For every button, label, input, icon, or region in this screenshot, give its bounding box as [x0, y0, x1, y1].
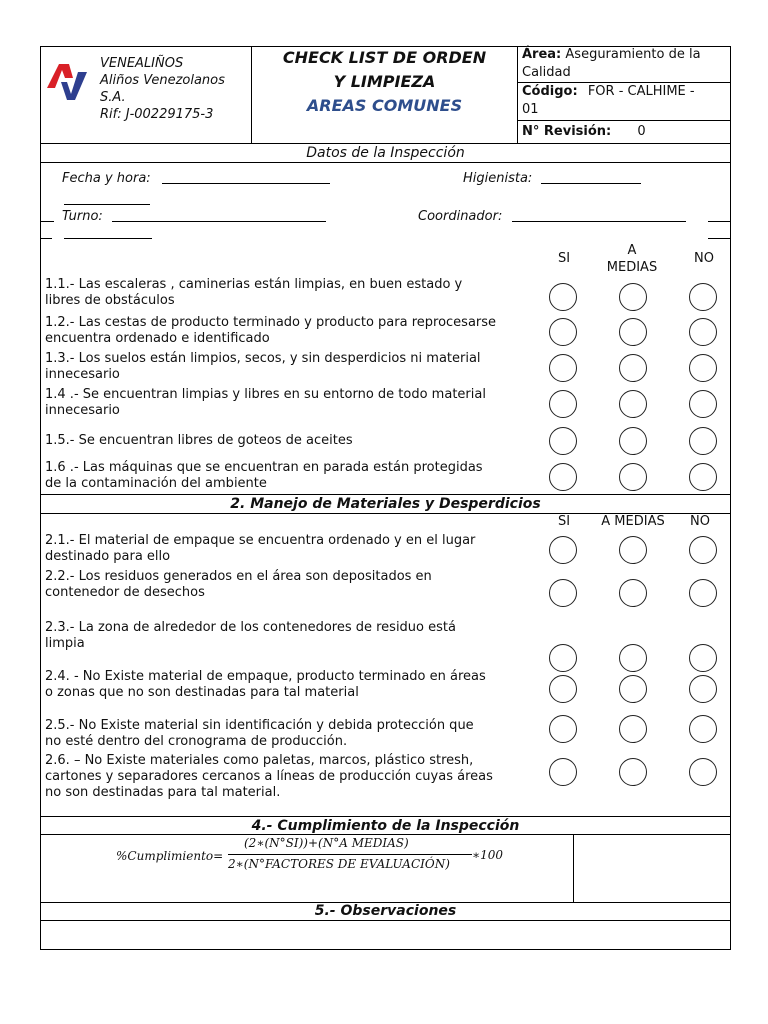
form-subtitle: AREAS COMUNES [306, 96, 463, 115]
answer-medias-circle[interactable] [619, 354, 647, 382]
checklist-question [45, 460, 530, 492]
col-medias-header-1: A [627, 243, 637, 258]
datos-title: Datos de la Inspección [306, 145, 465, 161]
answer-no-circle[interactable] [689, 390, 717, 418]
question-line: cartones y separadores cercanos a líneas de producción cuyas áreas [45, 769, 493, 784]
turno-label: Turno: [62, 209, 103, 224]
area-label: Área: [522, 47, 562, 62]
checklist-question [45, 669, 530, 701]
company-name: VENEALIÑOS [100, 56, 184, 71]
coordinador-label: Coordinador: [418, 209, 503, 224]
area-row [522, 47, 701, 63]
fecha-input-line-2[interactable] [64, 204, 150, 205]
question-line: destinado para ello [45, 549, 171, 564]
company-rif: Rif: J-00229175-3 [100, 107, 214, 122]
codigo-value: FOR - CALHIME - [587, 84, 695, 99]
answer-no-circle[interactable] [689, 318, 717, 346]
question-line: libres de obstáculos [45, 293, 175, 308]
question-line: 1.2.- Las cestas de producto terminado y producto para reprocesarse [45, 315, 497, 330]
answer-no-circle[interactable] [689, 536, 717, 564]
compliance-result-field[interactable] [574, 835, 730, 901]
coordinador-input-line[interactable] [512, 221, 686, 222]
question-line: 2.2.- Los residuos generados en el área son depositados en [45, 569, 432, 584]
answer-medias-circle[interactable] [619, 536, 647, 564]
observaciones-field[interactable] [41, 921, 730, 949]
question-line: 1.4 .- Se encuentran limpias y libres en su entorno de todo material [45, 387, 486, 402]
side-mark-left [40, 238, 52, 239]
answer-si-circle[interactable] [549, 318, 577, 346]
answer-si-circle[interactable] [549, 715, 577, 743]
section4-top-line [40, 816, 731, 817]
question-line: innecesario [45, 367, 120, 382]
answer-medias-circle[interactable] [619, 675, 647, 703]
company-logo [45, 58, 91, 104]
answer-medias-circle[interactable] [619, 390, 647, 418]
question-line: o zonas que no son destinadas para tal material [45, 685, 359, 700]
question-line: 2.4. - No Existe material de empaque, producto terminado en áreas [45, 669, 486, 684]
answer-medias-circle[interactable] [619, 758, 647, 786]
codigo-label: Código: [522, 84, 578, 99]
question-line: de la contaminación del ambiente [45, 476, 267, 491]
checklist-question [45, 533, 530, 565]
question-line: 2.5.- No Existe material sin identificación y debida protección que [45, 718, 474, 733]
col-si-header: SI [557, 251, 571, 266]
checklist-question [45, 569, 530, 601]
question-line: contenedor de desechos [45, 585, 205, 600]
question-line: 1.6 .- Las máquinas que se encuentran en parada están protegidas [45, 460, 483, 475]
formula-multiplier: ∗100 [472, 848, 504, 862]
answer-si-circle[interactable] [549, 390, 577, 418]
section2-title: 2. Manejo de Materiales y Desperdicios [230, 496, 541, 512]
section5-title: 5.- Observaciones [314, 903, 457, 919]
header-row-line-1 [517, 82, 731, 83]
turno-input-line[interactable] [112, 221, 326, 222]
header-divider-right [517, 46, 518, 143]
question-line: 1.3.- Los suelos están limpios, secos, y sin desperdicios ni material [45, 351, 481, 366]
company-line2: Aliños Venezolanos [100, 73, 225, 88]
checklist-question [45, 753, 530, 801]
checklist-question [45, 433, 530, 449]
answer-si-circle[interactable] [549, 354, 577, 382]
area-value-2: Calidad [522, 65, 571, 80]
answer-medias-circle[interactable] [619, 318, 647, 346]
answer-no-circle[interactable] [689, 463, 717, 491]
company-line3: S.A. [100, 90, 126, 105]
answer-no-circle[interactable] [689, 354, 717, 382]
question-line: no son destinadas para tal material. [45, 785, 281, 800]
sec2-col-si-header: SI [557, 514, 571, 529]
formula-denominator: 2∗(N°FACTORES DE EVALUACIÓN) [228, 857, 450, 871]
header-bottom-line [40, 143, 731, 144]
question-line: 2.6. – No Existe materiales como paletas, marcos, plástico stresh, [45, 753, 474, 768]
answer-no-circle[interactable] [689, 579, 717, 607]
answer-medias-circle[interactable] [619, 463, 647, 491]
question-line: limpia [45, 636, 85, 651]
codigo-row [522, 84, 695, 100]
revision-row [522, 124, 646, 140]
formula-numerator: (2∗(N°SI))+(N°A MEDIAS) [244, 836, 409, 850]
revision-label: N° Revisión: [522, 124, 612, 139]
codigo-value-2: 01 [522, 102, 539, 117]
form-title-line2: Y LIMPIEZA [333, 72, 436, 91]
answer-medias-circle[interactable] [619, 579, 647, 607]
answer-no-circle[interactable] [689, 758, 717, 786]
checklist-question [45, 277, 530, 309]
section2-top-line [40, 494, 731, 495]
answer-medias-circle[interactable] [619, 715, 647, 743]
higienista-label: Higienista: [463, 171, 533, 186]
checklist-question [45, 718, 530, 750]
header-row-line-2 [517, 120, 731, 121]
revision-value: 0 [637, 124, 646, 139]
side-mark-right [708, 238, 730, 239]
checklist-question [45, 387, 530, 419]
answer-si-circle[interactable] [549, 463, 577, 491]
answer-no-circle[interactable] [689, 427, 717, 455]
question-line: no esté dentro del cronograma de producción. [45, 734, 348, 749]
coordinador-tail-line [708, 221, 730, 222]
answer-si-circle[interactable] [549, 644, 577, 672]
answer-si-circle[interactable] [549, 579, 577, 607]
answer-no-circle[interactable] [689, 283, 717, 311]
section4-title: 4.- Cumplimiento de la Inspección [251, 818, 520, 834]
question-line: 2.1.- El material de empaque se encuentra ordenado y en el lugar [45, 533, 476, 548]
sec2-col-no-header: NO [690, 514, 710, 529]
question-line: 1.5.- Se encuentran libres de goteos de aceites [45, 433, 353, 448]
answer-si-circle[interactable] [549, 758, 577, 786]
question-line: 1.1.- Las escaleras , caminerias están limpias, en buen estado y [45, 277, 463, 292]
answer-si-circle[interactable] [549, 536, 577, 564]
fecha-input-line[interactable] [162, 183, 330, 184]
answer-medias-circle[interactable] [619, 283, 647, 311]
answer-no-circle[interactable] [689, 715, 717, 743]
answer-si-circle[interactable] [549, 675, 577, 703]
answer-medias-circle[interactable] [619, 427, 647, 455]
checklist-question [45, 351, 530, 383]
higienista-input-line[interactable] [541, 183, 641, 184]
logo-icon [45, 58, 91, 104]
question-line: encuentra ordenado e identificado [45, 331, 270, 346]
checklist-question [45, 315, 530, 347]
sec2-col-medias-header: A MEDIAS [601, 514, 665, 529]
area-value: Aseguramiento de la [565, 47, 701, 62]
turno-input-line-2[interactable] [64, 238, 152, 239]
formula-fraction-bar [228, 854, 472, 855]
turno-lead-line [40, 221, 54, 222]
formula-label: %Cumplimiento= [116, 849, 224, 863]
answer-no-circle[interactable] [689, 644, 717, 672]
question-line: innecesario [45, 403, 120, 418]
col-no-header: NO [694, 251, 714, 266]
answer-si-circle[interactable] [549, 283, 577, 311]
form-title-line1: CHECK LIST DE ORDEN [282, 48, 487, 67]
col-medias-header-2: MEDIAS [606, 260, 658, 275]
answer-si-circle[interactable] [549, 427, 577, 455]
datos-title-line [40, 162, 731, 163]
fecha-label: Fecha y hora: [62, 171, 151, 186]
answer-medias-circle[interactable] [619, 644, 647, 672]
question-line: 2.3.- La zona de alrededor de los contenedores de residuo está [45, 620, 456, 635]
answer-no-circle[interactable] [689, 675, 717, 703]
checklist-question [45, 620, 530, 652]
